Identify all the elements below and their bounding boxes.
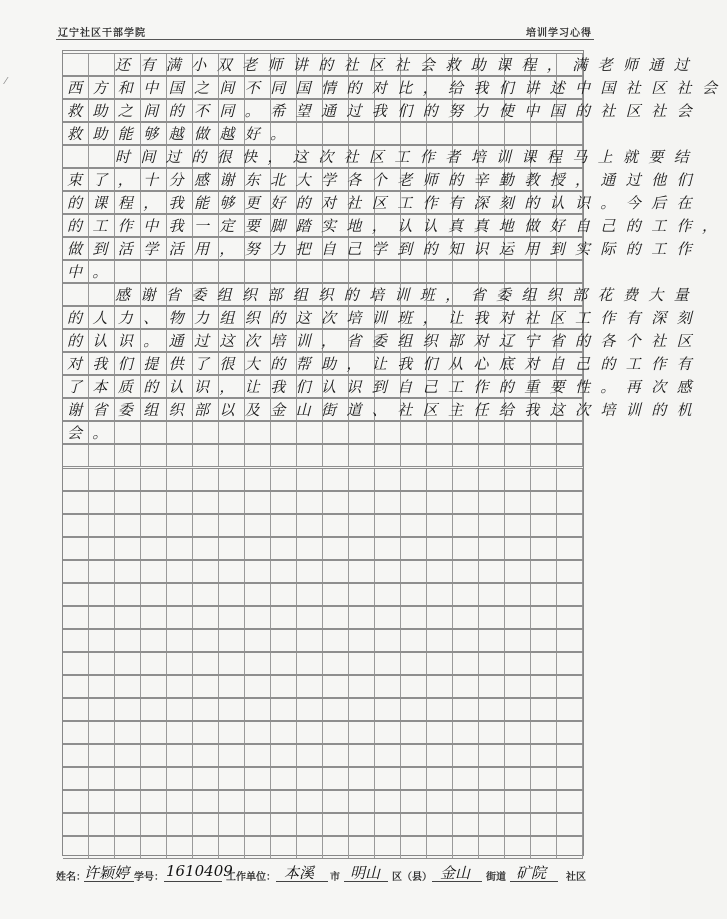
grid-row [63, 444, 583, 467]
grid-row [63, 629, 583, 652]
grid-row [63, 352, 703, 375]
name-value: 许颖婷 [84, 864, 130, 882]
grid-row [63, 767, 583, 790]
grid-row [63, 652, 583, 675]
community-label: 社区 [566, 872, 586, 883]
grid-row [63, 698, 583, 721]
grid-row [63, 260, 583, 283]
grid-row [63, 790, 583, 813]
grid-row [63, 398, 703, 421]
writing-grid [62, 50, 727, 856]
district-value: 明山 [350, 864, 381, 882]
essay-line: 做到活学活用，努力把自己学到的知识运用到实际的工作 [67, 240, 703, 259]
header-document-type: 培训学习心得 [526, 28, 592, 39]
grid-row [63, 560, 583, 583]
street-label: 街道 [486, 872, 506, 883]
grid-row [63, 122, 583, 145]
grid-row [63, 491, 583, 514]
essay-line: 的课程，我能够更好的对社区工作有深刻的认识。今后在 [67, 194, 703, 213]
essay-line: 救助之间的不同。希望通过我们的努力使中国的社区社会 [67, 102, 703, 121]
district-label: 区（县） [392, 872, 432, 883]
essay-line: 感谢省委组织部组织的培训班，省委组织部花费大量 [115, 286, 700, 305]
grid-row [63, 76, 727, 99]
district-underline [344, 881, 388, 882]
grid-row [63, 306, 703, 329]
essay-line: 中。 [67, 263, 118, 282]
essay-line: 的工作中我一定要脚踏实地，认认真真地做好自己的工作， [67, 217, 727, 236]
essay-line: 还有满小双老师讲的社区社会救助课程，满老师通过 [115, 56, 700, 74]
name-label: 姓名： [56, 872, 86, 883]
grid-row [63, 237, 703, 260]
student-id-label: 学号： [134, 872, 164, 883]
grid-row [63, 468, 583, 491]
city-underline [276, 881, 328, 882]
city-label: 市 [330, 872, 340, 883]
header-institution-title: 辽宁社区干部学院 [58, 28, 146, 39]
grid-row [63, 514, 583, 537]
essay-line: 谢省委组织部以及金山街道、社区主任给我这次培训的机 [67, 401, 703, 420]
community-underline [510, 881, 558, 882]
grid-row [63, 721, 583, 744]
city-value: 本溪 [284, 864, 315, 882]
grid-row [63, 145, 700, 168]
grid-row [63, 168, 703, 191]
work-unit-label: 工作单位： [226, 872, 276, 883]
header-rule [56, 39, 594, 40]
grid-row [63, 375, 703, 398]
grid-row [63, 813, 583, 836]
essay-line: 西方和中国之间不同国情的对比，给我们讲述中国社区社会 [67, 79, 727, 98]
essay-line: 时间过的很快，这次社区工作者培训课程马上就要结 [115, 148, 700, 167]
street-underline [432, 881, 482, 882]
name-underline [84, 881, 134, 882]
grid-row [63, 214, 727, 237]
essay-line: 束了，十分感谢东北大学各个老师的辛勤教授，通过他们 [67, 171, 703, 190]
street-value: 金山 [440, 864, 471, 882]
essay-line: 了本质的认识，让我们认识到自己工作的重要性。再次感 [67, 378, 703, 397]
essay-line: 对我们提供了很大的帮助，让我们从心底对自己的工作有 [67, 355, 703, 374]
community-value: 矿院 [516, 864, 547, 882]
grid-row [63, 191, 703, 214]
essay-line: 会。 [67, 424, 118, 443]
grid-row [63, 283, 700, 306]
grid-row [63, 329, 703, 352]
footer-info [48, 862, 608, 884]
grid-row [63, 744, 583, 767]
margin-mark: ⁄ [5, 76, 7, 87]
student-id-underline [164, 881, 222, 882]
grid-row [63, 537, 583, 560]
grid-row [63, 583, 583, 606]
grid-row [63, 53, 700, 76]
grid-row [63, 675, 583, 698]
grid-row [63, 99, 703, 122]
grid-row [63, 421, 583, 444]
grid-row [63, 606, 583, 629]
essay-line: 的人力、物力组织的这次培训班，让我对社区工作有深刻 [67, 309, 703, 328]
grid-row [63, 836, 583, 859]
essay-line: 救助能够越做越好。 [67, 125, 296, 144]
student-id-value: 1610409 [166, 862, 233, 880]
essay-line: 的认识。通过这次培训，省委组织部对辽宁省的各个社区 [67, 332, 703, 351]
